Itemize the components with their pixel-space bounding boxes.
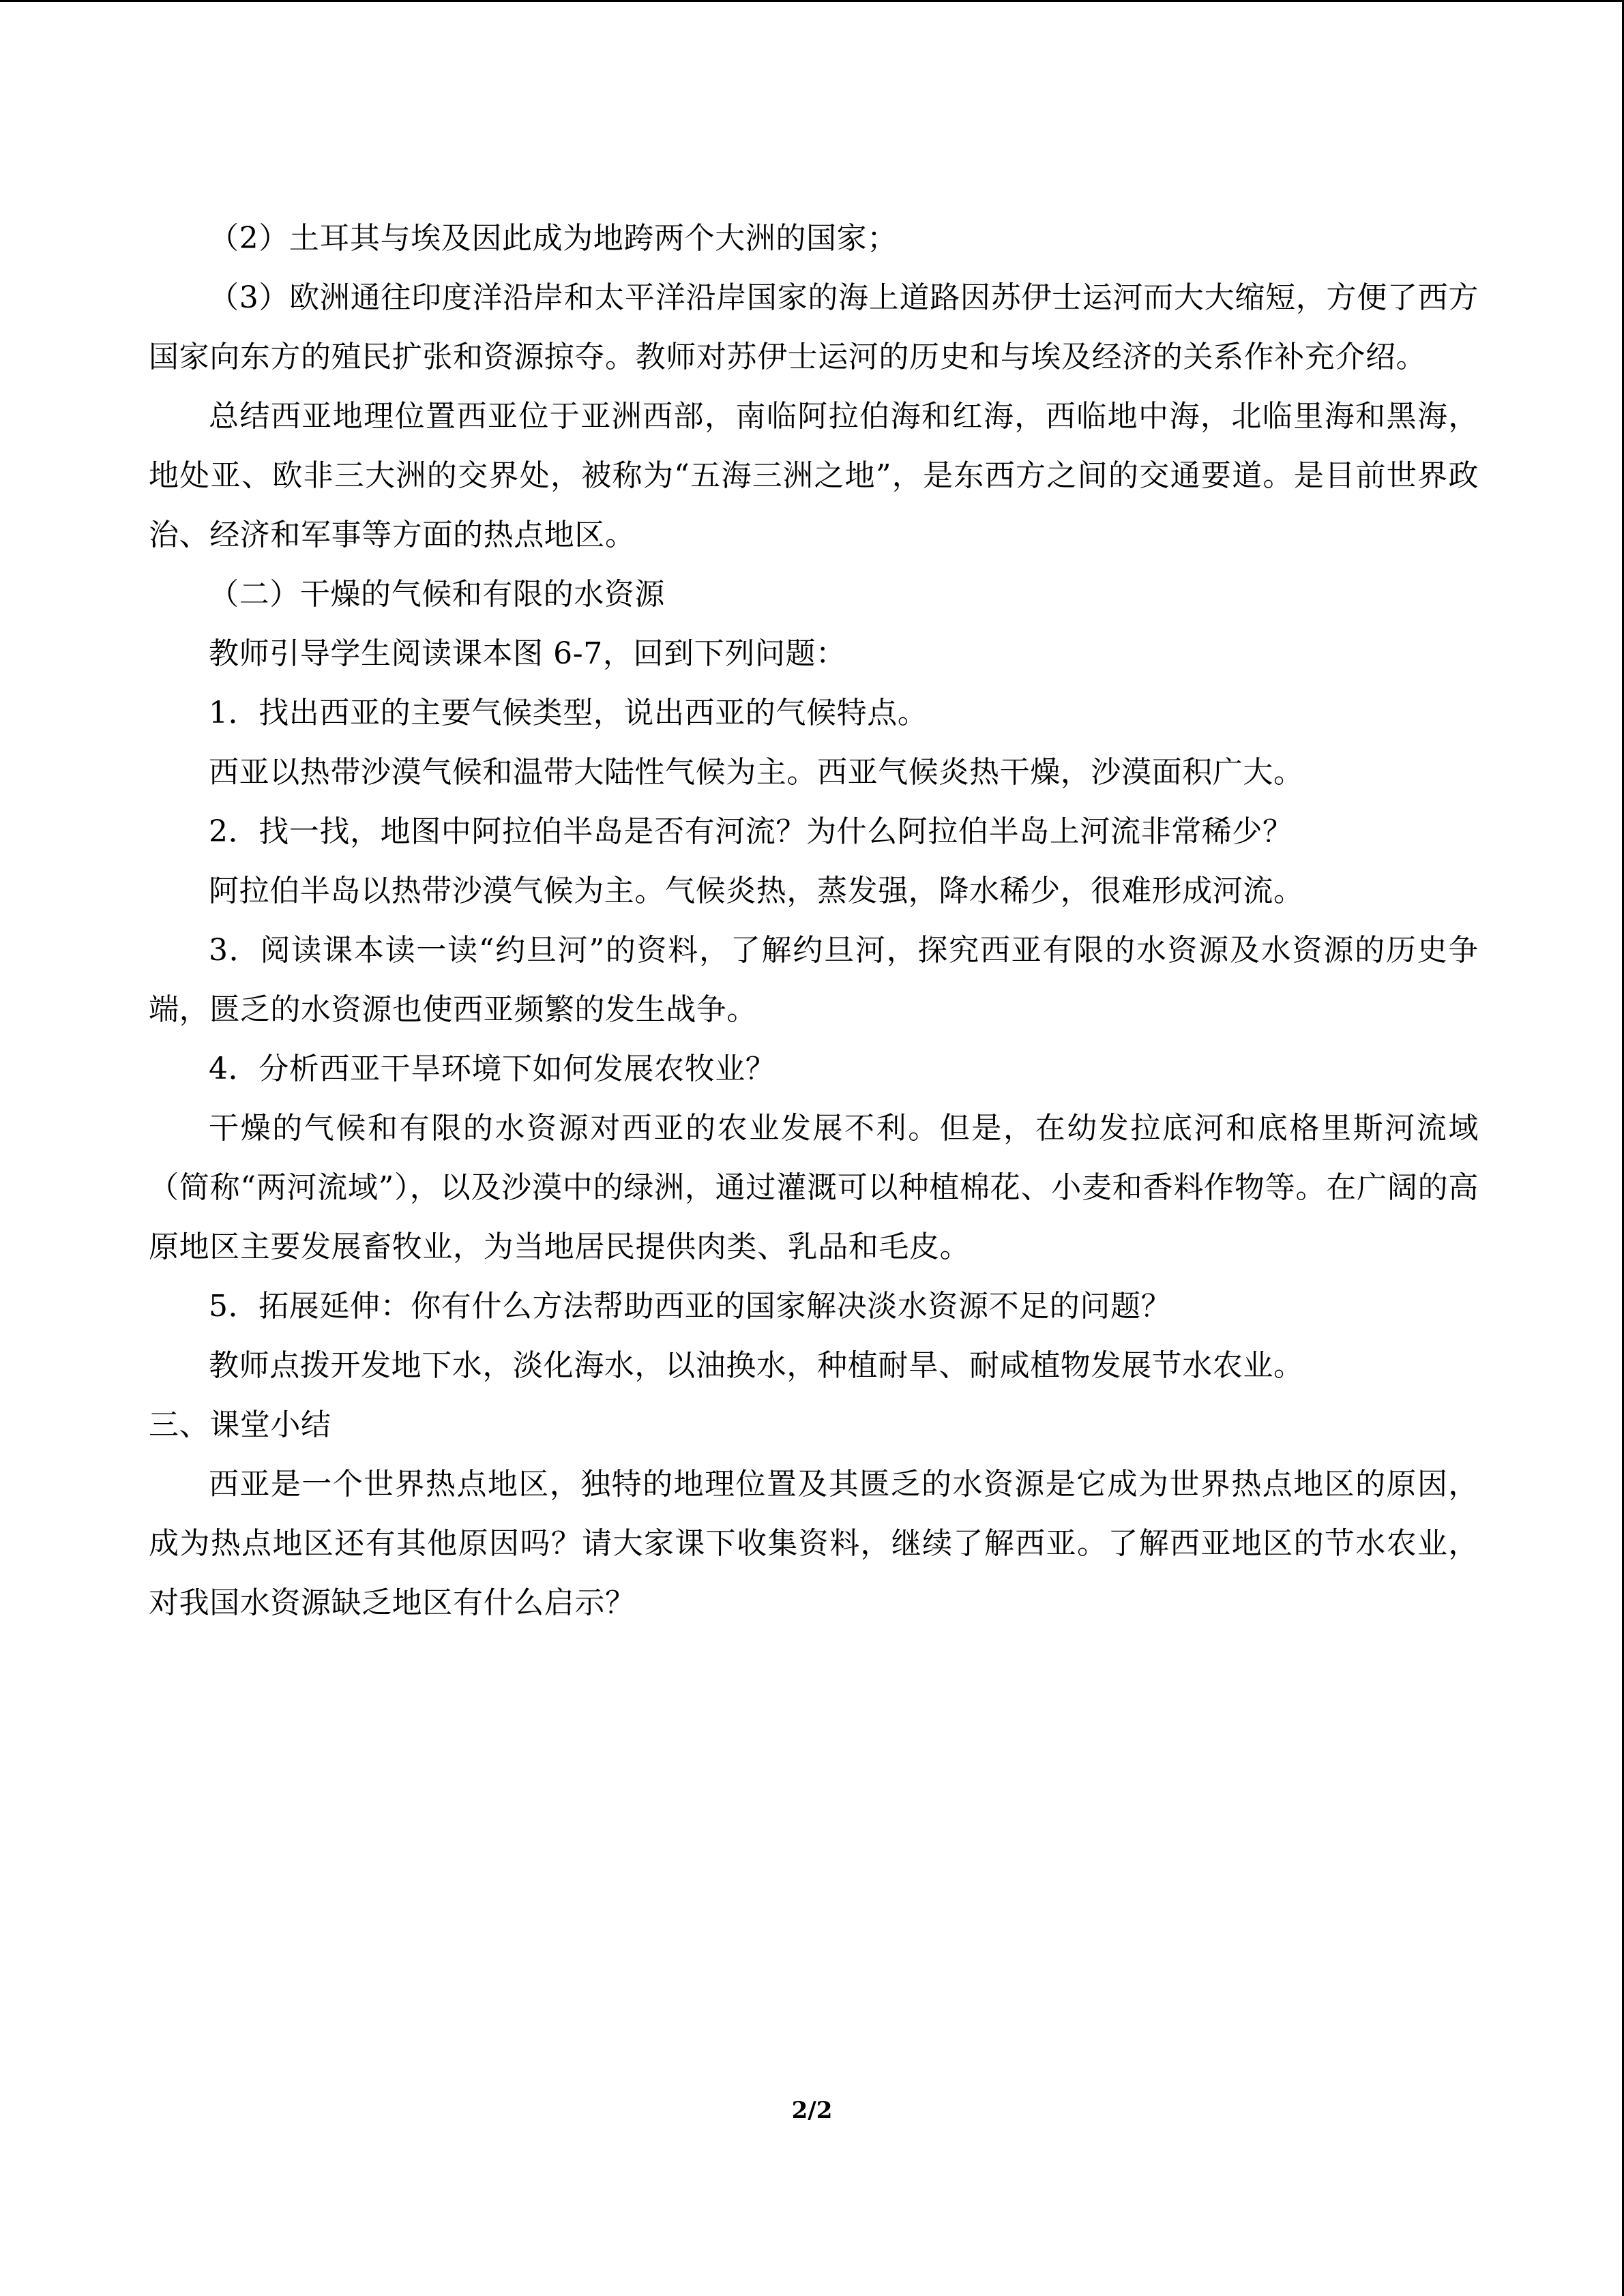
paragraph-location-summary: 总结西亚地理位置西亚位于亚洲西部，南临阿拉伯海和红海，西临地中海，北临里海和黑海，地处亚、欧非三大洲的交界处，被称为“五海三洲之地”，是东西方之间的交通要道。是目前世界政治、经济和军事等方面的热点地区。	[149, 399, 1479, 552]
paragraph-egypt-turkey: （2）土耳其与埃及因此成为地跨两个大洲的国家；	[209, 221, 898, 256]
answer-4: 干燥的气候和有限的水资源对西亚的农业发展不利。但是，在幼发拉底河和底格里斯河流域（简称“两河流域”），以及沙漠中的绿洲，通过灌溉可以种植棉花、小麦和香料作物等。在广阔的高原地区主要发展畜牧业，为当地居民提供肉类、乳品和毛皮。	[149, 1111, 1479, 1264]
answer-2: 阿拉伯半岛以热带沙漠气候为主。气候炎热，蒸发强，降水稀少，很难形成河流。	[209, 874, 1304, 908]
question-3: 3．阅读课本读一读“约旦河”的资料，了解约旦河，探究西亚有限的水资源及水资源的历史争端，匮乏的水资源也使西亚频繁的发生战争。	[149, 933, 1479, 1027]
question-2: 2．找一找，地图中阿拉伯半岛是否有河流？为什么阿拉伯半岛上河流非常稀少？	[209, 814, 1293, 849]
question-5: 5．拓展延伸：你有什么方法帮助西亚的国家解决淡水资源不足的问题？	[209, 1289, 1172, 1324]
page-number: 2/2	[791, 2097, 833, 2124]
question-1: 1．找出西亚的主要气候类型，说出西亚的气候特点。	[209, 696, 928, 730]
paragraph-suez-route: （3）欧洲通往印度洋沿岸和太平洋沿岸国家的海上道路因苏伊士运河而大大缩短，方便了西方国家向东方的殖民扩张和资源掠夺。教师对苏伊士运河的历史和与埃及经济的关系作补充介绍。	[149, 280, 1479, 374]
page-body	[149, 209, 1479, 1632]
answer-5: 教师点拨开发地下水，淡化海水，以油换水，种植耐旱、耐咸植物发展节水农业。	[209, 1348, 1304, 1383]
top-border-line	[0, 0, 1624, 2]
section-heading-climate-water: （二）干燥的气候和有限的水资源	[209, 577, 665, 612]
paragraph-reading-guide: 教师引导学生阅读课本图 6-7，回到下列问题：	[209, 636, 846, 671]
paragraph-summary: 西亚是一个世界热点地区，独特的地理位置及其匮乏的水资源是它成为世界热点地区的原因，成为热点地区还有其他原因吗？请大家课下收集资料，继续了解西亚。了解西亚地区的节水农业，对我国水资源缺乏地区有什么启示？	[149, 1467, 1479, 1620]
answer-1: 西亚以热带沙漠气候和温带大陆性气候为主。西亚气候炎热干燥，沙漠面积广大。	[209, 755, 1304, 790]
question-4: 4．分析西亚干旱环境下如何发展农牧业？	[209, 1052, 776, 1086]
section-heading-summary: 三、课堂小结	[149, 1407, 331, 1442]
